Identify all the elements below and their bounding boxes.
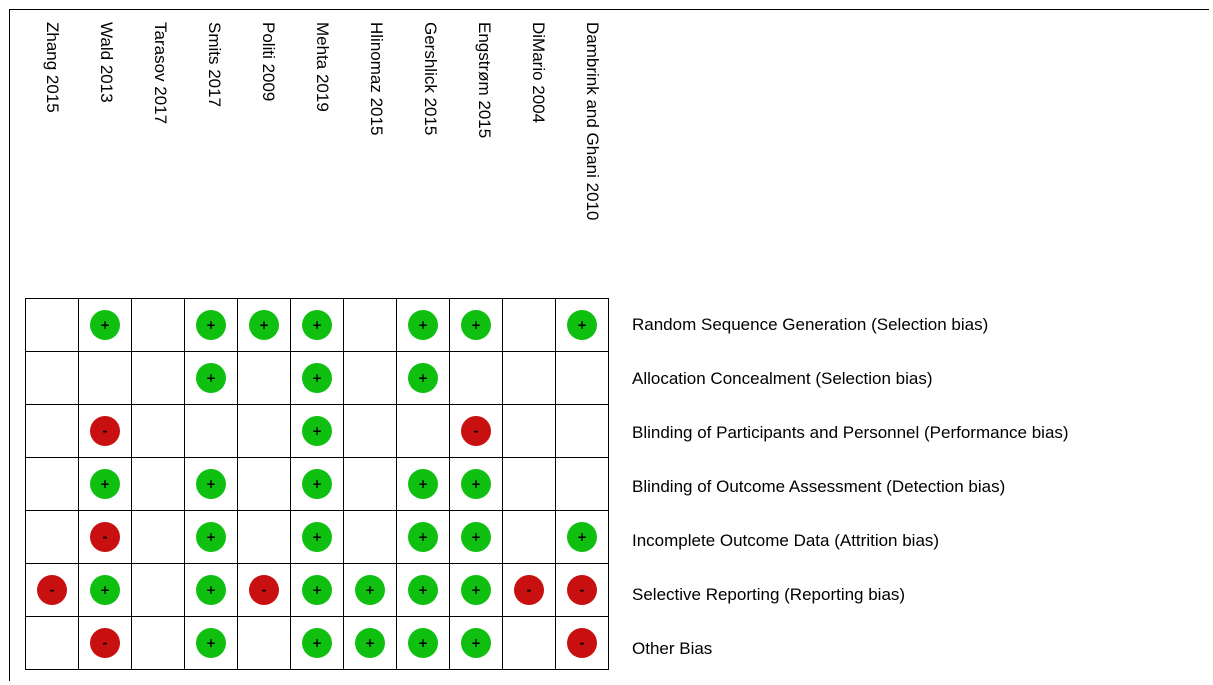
grid-cell — [344, 405, 397, 458]
risk-symbol: + — [576, 318, 588, 332]
grid-cell — [450, 458, 503, 511]
risk-of-bias-grid — [25, 298, 609, 670]
low-risk-icon — [408, 522, 438, 552]
grid-cell — [397, 299, 450, 352]
risk-symbol: + — [470, 583, 482, 597]
grid-cell — [132, 458, 185, 511]
risk-symbol: + — [99, 583, 111, 597]
grid-cell — [26, 617, 79, 670]
domain-label: Selective Reporting (Reporting bias) — [632, 585, 906, 604]
risk-symbol: - — [473, 424, 479, 438]
low-risk-icon — [408, 469, 438, 499]
low-risk-icon — [461, 469, 491, 499]
grid-row — [26, 564, 609, 617]
risk-symbol: + — [258, 318, 270, 332]
study-label: Wald 2013 — [97, 22, 116, 103]
grid-cell — [450, 405, 503, 458]
low-risk-icon — [196, 628, 226, 658]
high-risk-icon — [90, 416, 120, 446]
low-risk-icon — [461, 522, 491, 552]
risk-symbol: + — [205, 371, 217, 385]
domain-label: Blinding of Participants and Personnel (Performance bias) — [632, 423, 1069, 442]
low-risk-icon — [408, 310, 438, 340]
grid-cell — [291, 564, 344, 617]
risk-symbol: + — [99, 477, 111, 491]
study-label: Politi 2009 — [259, 22, 278, 102]
low-risk-icon — [355, 575, 385, 605]
risk-symbol: + — [417, 477, 429, 491]
domain-label: Incomplete Outcome Data (Attrition bias) — [632, 531, 940, 550]
grid-cell — [238, 458, 291, 511]
low-risk-icon — [249, 310, 279, 340]
grid-cell — [185, 511, 238, 564]
grid-cell — [132, 299, 185, 352]
low-risk-icon — [408, 575, 438, 605]
grid-cell — [291, 299, 344, 352]
risk-symbol: + — [364, 636, 376, 650]
grid-cell — [291, 511, 344, 564]
risk-symbol: + — [311, 583, 323, 597]
grid-cell — [397, 352, 450, 405]
grid-cell — [450, 352, 503, 405]
grid-cell — [132, 352, 185, 405]
grid-cell — [238, 617, 291, 670]
study-label: Smits 2017 — [205, 22, 224, 108]
low-risk-icon — [302, 363, 332, 393]
grid-cell — [344, 299, 397, 352]
grid-cell — [79, 511, 132, 564]
low-risk-icon — [196, 469, 226, 499]
high-risk-icon — [461, 416, 491, 446]
low-risk-icon — [302, 522, 332, 552]
study-label: DiMario 2004 — [529, 22, 548, 124]
grid-cell — [503, 405, 556, 458]
risk-symbol: + — [470, 477, 482, 491]
study-label: Zhang 2015 — [43, 22, 62, 113]
risk-symbol: + — [311, 530, 323, 544]
high-risk-icon — [514, 575, 544, 605]
grid-cell — [26, 299, 79, 352]
grid-cell — [556, 617, 609, 670]
grid-cell — [291, 352, 344, 405]
low-risk-icon — [302, 575, 332, 605]
grid-cell — [344, 458, 397, 511]
study-label: Engstrøm 2015 — [475, 22, 494, 139]
risk-symbol: + — [417, 371, 429, 385]
grid-cell — [132, 511, 185, 564]
grid-cell — [450, 511, 503, 564]
high-risk-icon — [567, 628, 597, 658]
grid-cell — [132, 564, 185, 617]
grid-cell — [397, 511, 450, 564]
risk-symbol: - — [102, 530, 108, 544]
domain-label: Allocation Concealment (Selection bias) — [632, 369, 933, 388]
risk-symbol: - — [579, 636, 585, 650]
grid-cell — [450, 299, 503, 352]
low-risk-icon — [196, 363, 226, 393]
low-risk-icon — [302, 628, 332, 658]
grid-cell — [79, 352, 132, 405]
low-risk-icon — [90, 310, 120, 340]
risk-symbol: + — [99, 318, 111, 332]
low-risk-icon — [302, 310, 332, 340]
grid-cell — [26, 564, 79, 617]
study-label: Dambrink and Ghani 2010 — [583, 22, 602, 221]
study-label: Mehta 2019 — [313, 22, 332, 112]
high-risk-icon — [90, 628, 120, 658]
grid-cell — [291, 458, 344, 511]
grid-cell — [26, 458, 79, 511]
grid-cell — [185, 352, 238, 405]
grid-row — [26, 511, 609, 564]
grid-cell — [450, 617, 503, 670]
grid-cell — [79, 564, 132, 617]
grid-cell — [79, 617, 132, 670]
study-label: Hlinomaz 2015 — [367, 22, 386, 136]
grid-cell — [185, 458, 238, 511]
grid-row — [26, 405, 609, 458]
low-risk-icon — [90, 469, 120, 499]
grid-cell — [503, 617, 556, 670]
risk-symbol: + — [311, 636, 323, 650]
risk-symbol: + — [205, 583, 217, 597]
grid-row — [26, 352, 609, 405]
domain-label: Random Sequence Generation (Selection bias) — [632, 315, 989, 334]
grid-cell — [185, 617, 238, 670]
grid-cell — [556, 299, 609, 352]
low-risk-icon — [302, 469, 332, 499]
grid-cell — [185, 564, 238, 617]
risk-symbol: + — [417, 530, 429, 544]
grid-cell — [132, 617, 185, 670]
risk-symbol: + — [576, 530, 588, 544]
grid-cell — [185, 405, 238, 458]
high-risk-icon — [567, 575, 597, 605]
grid-cell — [344, 511, 397, 564]
risk-symbol: - — [261, 583, 267, 597]
grid-cell — [503, 299, 556, 352]
grid-cell — [79, 458, 132, 511]
grid-cell — [26, 352, 79, 405]
grid-cell — [397, 458, 450, 511]
low-risk-icon — [567, 522, 597, 552]
grid-cell — [503, 511, 556, 564]
grid-row — [26, 299, 609, 352]
grid-cell — [238, 511, 291, 564]
grid-cell — [132, 405, 185, 458]
grid-cell — [238, 352, 291, 405]
grid-cell — [238, 299, 291, 352]
grid-cell — [291, 617, 344, 670]
grid-cell — [503, 564, 556, 617]
risk-symbol: + — [470, 636, 482, 650]
grid-cell — [397, 405, 450, 458]
study-label: Tarasov 2017 — [151, 22, 170, 125]
risk-symbol: + — [205, 636, 217, 650]
risk-symbol: - — [102, 636, 108, 650]
low-risk-icon — [408, 628, 438, 658]
grid-cell — [556, 458, 609, 511]
domain-label: Other Bias — [632, 639, 713, 658]
low-risk-icon — [355, 628, 385, 658]
grid-cell — [556, 511, 609, 564]
grid-cell — [556, 352, 609, 405]
grid-cell — [397, 564, 450, 617]
high-risk-icon — [37, 575, 67, 605]
grid-row — [26, 617, 609, 670]
grid-cell — [344, 617, 397, 670]
low-risk-icon — [90, 575, 120, 605]
risk-symbol: - — [579, 583, 585, 597]
grid-cell — [291, 405, 344, 458]
risk-symbol: - — [102, 424, 108, 438]
low-risk-icon — [196, 522, 226, 552]
low-risk-icon — [461, 310, 491, 340]
grid-cell — [503, 458, 556, 511]
risk-symbol: + — [417, 583, 429, 597]
low-risk-icon — [461, 628, 491, 658]
risk-symbol: + — [205, 530, 217, 544]
risk-symbol: - — [49, 583, 55, 597]
grid-cell — [79, 405, 132, 458]
grid-cell — [26, 405, 79, 458]
risk-symbol: + — [470, 318, 482, 332]
domain-label: Blinding of Outcome Assessment (Detection bias) — [632, 477, 1006, 496]
grid-row — [26, 458, 609, 511]
low-risk-icon — [567, 310, 597, 340]
risk-symbol: + — [311, 424, 323, 438]
low-risk-icon — [408, 363, 438, 393]
low-risk-icon — [302, 416, 332, 446]
risk-symbol: + — [311, 371, 323, 385]
risk-symbol: + — [311, 477, 323, 491]
grid-cell — [26, 511, 79, 564]
study-label: Gershlick 2015 — [421, 22, 440, 136]
high-risk-icon — [90, 522, 120, 552]
grid-cell — [344, 564, 397, 617]
grid-cell — [397, 617, 450, 670]
risk-symbol: + — [205, 318, 217, 332]
risk-symbol: + — [470, 530, 482, 544]
low-risk-icon — [196, 575, 226, 605]
low-risk-icon — [196, 310, 226, 340]
grid-cell — [79, 299, 132, 352]
grid-cell — [503, 352, 556, 405]
grid-cell — [185, 299, 238, 352]
grid-cell — [238, 564, 291, 617]
risk-symbol: + — [417, 318, 429, 332]
grid-cell — [556, 564, 609, 617]
grid-cell — [238, 405, 291, 458]
high-risk-icon — [249, 575, 279, 605]
risk-symbol: + — [417, 636, 429, 650]
grid-cell — [450, 564, 503, 617]
grid-cell — [344, 352, 397, 405]
low-risk-icon — [461, 575, 491, 605]
risk-symbol: - — [526, 583, 532, 597]
risk-symbol: + — [311, 318, 323, 332]
risk-symbol: + — [205, 477, 217, 491]
risk-symbol: + — [364, 583, 376, 597]
grid-cell — [556, 405, 609, 458]
